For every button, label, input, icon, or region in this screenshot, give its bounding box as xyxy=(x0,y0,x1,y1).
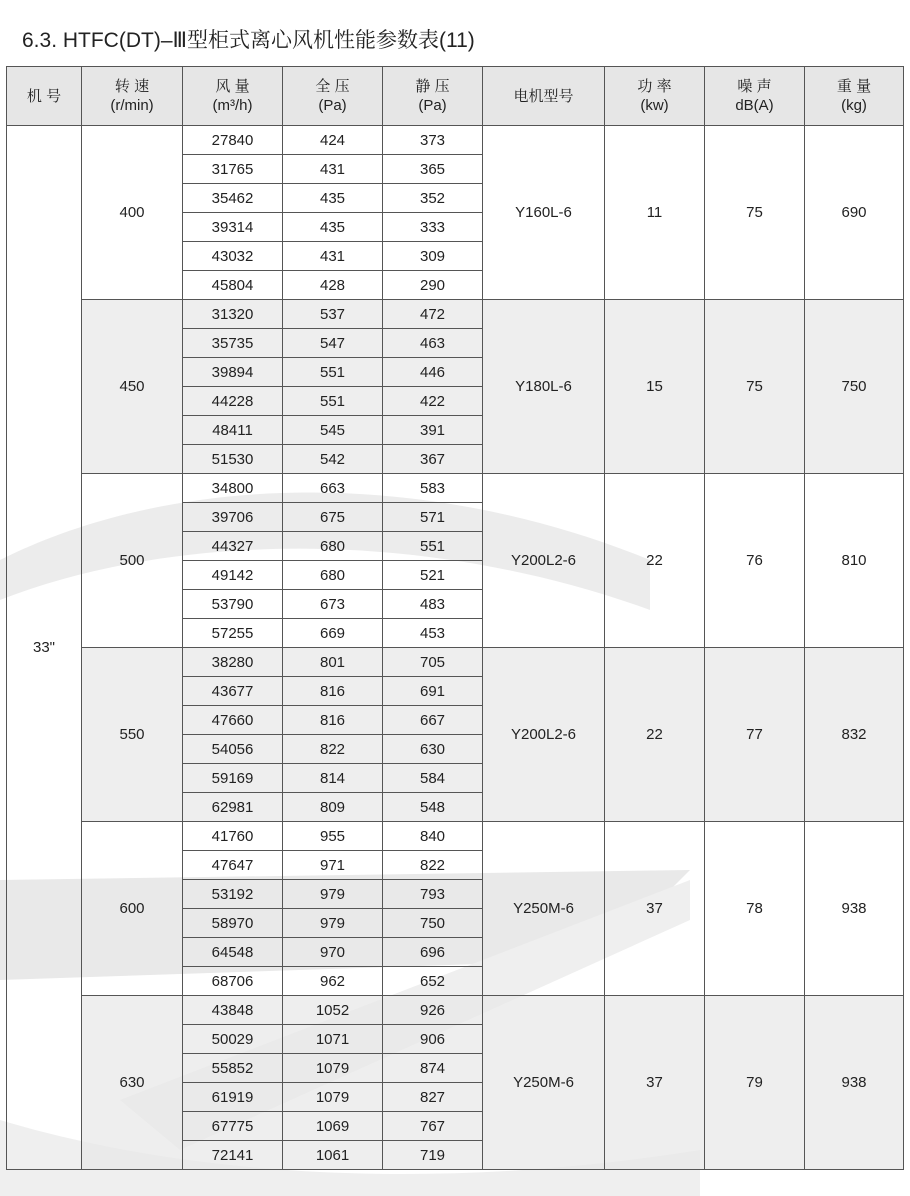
total-pressure-cell: 547 xyxy=(283,329,383,358)
static-pressure-cell: 584 xyxy=(383,764,483,793)
static-pressure-cell: 840 xyxy=(383,822,483,851)
header-cell xyxy=(82,67,183,126)
power-cell: 22 xyxy=(605,648,705,822)
noise-cell: 77 xyxy=(705,648,805,822)
header-cell xyxy=(483,67,605,126)
header-unit: dB(A) xyxy=(735,97,774,114)
performance-table xyxy=(6,66,904,1170)
noise-cell: 75 xyxy=(705,300,805,474)
table-row xyxy=(7,126,904,155)
total-pressure-cell: 955 xyxy=(283,822,383,851)
static-pressure-cell: 691 xyxy=(383,677,483,706)
airflow-cell: 61919 xyxy=(183,1083,283,1112)
static-pressure-cell: 874 xyxy=(383,1054,483,1083)
airflow-cell: 39314 xyxy=(183,213,283,242)
static-pressure-cell: 630 xyxy=(383,735,483,764)
header-unit: (m³/h) xyxy=(212,97,253,114)
airflow-cell: 38280 xyxy=(183,648,283,677)
static-pressure-cell: 463 xyxy=(383,329,483,358)
speed-cell: 400 xyxy=(82,126,183,300)
static-pressure-cell: 571 xyxy=(383,503,483,532)
noise-cell: 76 xyxy=(705,474,805,648)
total-pressure-cell: 1061 xyxy=(283,1141,383,1170)
table-row xyxy=(7,474,904,503)
airflow-cell: 50029 xyxy=(183,1025,283,1054)
total-pressure-cell: 971 xyxy=(283,851,383,880)
total-pressure-cell: 816 xyxy=(283,706,383,735)
airflow-cell: 39706 xyxy=(183,503,283,532)
static-pressure-cell: 827 xyxy=(383,1083,483,1112)
static-pressure-cell: 750 xyxy=(383,909,483,938)
header-cell xyxy=(605,67,705,126)
static-pressure-cell: 309 xyxy=(383,242,483,271)
static-pressure-cell: 290 xyxy=(383,271,483,300)
static-pressure-cell: 483 xyxy=(383,590,483,619)
header-label: 全 压 xyxy=(315,78,350,95)
static-pressure-cell: 521 xyxy=(383,561,483,590)
power-cell: 37 xyxy=(605,996,705,1170)
header-cell xyxy=(805,67,904,126)
header-label: 转 速 xyxy=(114,78,150,95)
static-pressure-cell: 652 xyxy=(383,967,483,996)
page-title: 6.3. HTFC(DT)–Ⅲ型柜式离心风机性能参数表(11) xyxy=(22,29,475,52)
noise-cell: 79 xyxy=(705,996,805,1170)
motor-model-cell: Y200L2-6 xyxy=(483,648,605,822)
total-pressure-cell: 1079 xyxy=(283,1083,383,1112)
airflow-cell: 49142 xyxy=(183,561,283,590)
speed-cell: 630 xyxy=(82,996,183,1170)
airflow-cell: 51530 xyxy=(183,445,283,474)
airflow-cell: 58970 xyxy=(183,909,283,938)
total-pressure-cell: 431 xyxy=(283,155,383,184)
static-pressure-cell: 422 xyxy=(383,387,483,416)
total-pressure-cell: 537 xyxy=(283,300,383,329)
static-pressure-cell: 551 xyxy=(383,532,483,561)
total-pressure-cell: 962 xyxy=(283,967,383,996)
header-unit: (Pa) xyxy=(418,97,447,114)
speed-cell: 600 xyxy=(82,822,183,996)
power-cell: 15 xyxy=(605,300,705,474)
airflow-cell: 59169 xyxy=(183,764,283,793)
total-pressure-cell: 424 xyxy=(283,126,383,155)
total-pressure-cell: 809 xyxy=(283,793,383,822)
header-unit: (kg) xyxy=(841,97,867,114)
total-pressure-cell: 673 xyxy=(283,590,383,619)
airflow-cell: 68706 xyxy=(183,967,283,996)
total-pressure-cell: 816 xyxy=(283,677,383,706)
airflow-cell: 48411 xyxy=(183,416,283,445)
weight-cell: 938 xyxy=(805,822,904,996)
airflow-cell: 27840 xyxy=(183,126,283,155)
total-pressure-cell: 801 xyxy=(283,648,383,677)
speed-cell: 500 xyxy=(82,474,183,648)
airflow-cell: 44228 xyxy=(183,387,283,416)
airflow-cell: 47647 xyxy=(183,851,283,880)
power-cell: 37 xyxy=(605,822,705,996)
total-pressure-cell: 1071 xyxy=(283,1025,383,1054)
static-pressure-cell: 719 xyxy=(383,1141,483,1170)
header-cell xyxy=(383,67,483,126)
header-label: 功 率 xyxy=(637,78,672,95)
airflow-cell: 35735 xyxy=(183,329,283,358)
header-row xyxy=(7,67,904,126)
speed-cell: 450 xyxy=(82,300,183,474)
header-cell xyxy=(7,67,82,126)
static-pressure-cell: 472 xyxy=(383,300,483,329)
airflow-cell: 64548 xyxy=(183,938,283,967)
total-pressure-cell: 669 xyxy=(283,619,383,648)
airflow-cell: 45804 xyxy=(183,271,283,300)
static-pressure-cell: 583 xyxy=(383,474,483,503)
airflow-cell: 72141 xyxy=(183,1141,283,1170)
airflow-cell: 41760 xyxy=(183,822,283,851)
table-row xyxy=(7,300,904,329)
power-cell: 11 xyxy=(605,126,705,300)
total-pressure-cell: 1052 xyxy=(283,996,383,1025)
airflow-cell: 57255 xyxy=(183,619,283,648)
total-pressure-cell: 431 xyxy=(283,242,383,271)
header-label: 电机型号 xyxy=(513,87,574,105)
airflow-cell: 31765 xyxy=(183,155,283,184)
speed-cell: 550 xyxy=(82,648,183,822)
static-pressure-cell: 926 xyxy=(383,996,483,1025)
airflow-cell: 62981 xyxy=(183,793,283,822)
header-label: 机 号 xyxy=(26,87,62,105)
weight-cell: 690 xyxy=(805,126,904,300)
airflow-cell: 55852 xyxy=(183,1054,283,1083)
static-pressure-cell: 822 xyxy=(383,851,483,880)
header-cell xyxy=(705,67,805,126)
static-pressure-cell: 391 xyxy=(383,416,483,445)
airflow-cell: 43848 xyxy=(183,996,283,1025)
airflow-cell: 43032 xyxy=(183,242,283,271)
motor-model-cell: Y250M-6 xyxy=(483,822,605,996)
total-pressure-cell: 551 xyxy=(283,358,383,387)
airflow-cell: 44327 xyxy=(183,532,283,561)
motor-model-cell: Y160L-6 xyxy=(483,126,605,300)
total-pressure-cell: 1079 xyxy=(283,1054,383,1083)
static-pressure-cell: 453 xyxy=(383,619,483,648)
static-pressure-cell: 365 xyxy=(383,155,483,184)
header-unit: (r/min) xyxy=(110,97,154,114)
static-pressure-cell: 333 xyxy=(383,213,483,242)
noise-cell: 75 xyxy=(705,126,805,300)
total-pressure-cell: 979 xyxy=(283,880,383,909)
header-cell xyxy=(283,67,383,126)
total-pressure-cell: 428 xyxy=(283,271,383,300)
weight-cell: 810 xyxy=(805,474,904,648)
airflow-cell: 47660 xyxy=(183,706,283,735)
total-pressure-cell: 435 xyxy=(283,213,383,242)
table-row xyxy=(7,996,904,1025)
header-unit: (kw) xyxy=(640,97,669,114)
motor-model-cell: Y250M-6 xyxy=(483,996,605,1170)
total-pressure-cell: 970 xyxy=(283,938,383,967)
total-pressure-cell: 542 xyxy=(283,445,383,474)
total-pressure-cell: 551 xyxy=(283,387,383,416)
airflow-cell: 31320 xyxy=(183,300,283,329)
airflow-cell: 53192 xyxy=(183,880,283,909)
table-row xyxy=(7,822,904,851)
static-pressure-cell: 373 xyxy=(383,126,483,155)
airflow-cell: 67775 xyxy=(183,1112,283,1141)
header-label: 风 量 xyxy=(215,78,250,95)
static-pressure-cell: 548 xyxy=(383,793,483,822)
header-unit: (Pa) xyxy=(318,97,347,114)
total-pressure-cell: 680 xyxy=(283,532,383,561)
motor-model-cell: Y180L-6 xyxy=(483,300,605,474)
static-pressure-cell: 705 xyxy=(383,648,483,677)
table-body xyxy=(7,126,904,1170)
airflow-cell: 34800 xyxy=(183,474,283,503)
airflow-cell: 43677 xyxy=(183,677,283,706)
static-pressure-cell: 696 xyxy=(383,938,483,967)
header-label: 噪 声 xyxy=(737,78,772,95)
weight-cell: 832 xyxy=(805,648,904,822)
total-pressure-cell: 675 xyxy=(283,503,383,532)
weight-cell: 750 xyxy=(805,300,904,474)
static-pressure-cell: 352 xyxy=(383,184,483,213)
header-label: 重 量 xyxy=(836,78,872,95)
static-pressure-cell: 446 xyxy=(383,358,483,387)
total-pressure-cell: 1069 xyxy=(283,1112,383,1141)
motor-model-cell: Y200L2-6 xyxy=(483,474,605,648)
total-pressure-cell: 979 xyxy=(283,909,383,938)
power-cell: 22 xyxy=(605,474,705,648)
total-pressure-cell: 814 xyxy=(283,764,383,793)
table-row xyxy=(7,648,904,677)
total-pressure-cell: 822 xyxy=(283,735,383,764)
total-pressure-cell: 435 xyxy=(283,184,383,213)
static-pressure-cell: 667 xyxy=(383,706,483,735)
static-pressure-cell: 906 xyxy=(383,1025,483,1054)
airflow-cell: 39894 xyxy=(183,358,283,387)
header-label: 静 压 xyxy=(415,78,450,95)
airflow-cell: 54056 xyxy=(183,735,283,764)
total-pressure-cell: 680 xyxy=(283,561,383,590)
header-cell xyxy=(183,67,283,126)
model-cell: 33" xyxy=(7,126,82,1170)
total-pressure-cell: 545 xyxy=(283,416,383,445)
airflow-cell: 35462 xyxy=(183,184,283,213)
static-pressure-cell: 367 xyxy=(383,445,483,474)
static-pressure-cell: 767 xyxy=(383,1112,483,1141)
airflow-cell: 53790 xyxy=(183,590,283,619)
noise-cell: 78 xyxy=(705,822,805,996)
weight-cell: 938 xyxy=(805,996,904,1170)
static-pressure-cell: 793 xyxy=(383,880,483,909)
total-pressure-cell: 663 xyxy=(283,474,383,503)
